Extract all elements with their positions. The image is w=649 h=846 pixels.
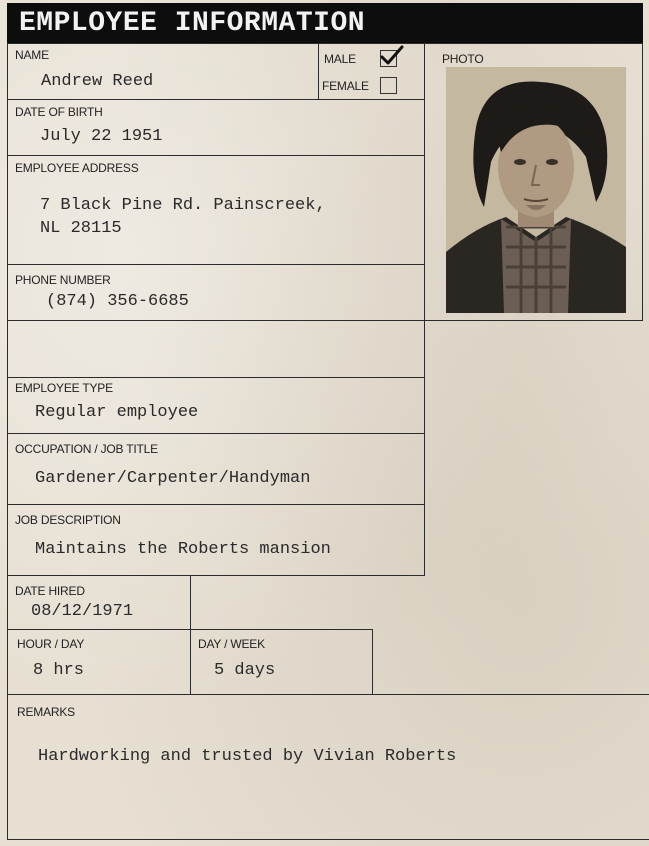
employee-photo xyxy=(446,67,626,313)
male-label: MALE xyxy=(324,52,356,66)
occupation-label: OCCUPATION / JOB TITLE xyxy=(15,442,158,456)
day-week-value: 5 days xyxy=(214,661,276,680)
address-line1: 7 Black Pine Rd. Painscreek, xyxy=(40,196,326,215)
checkmark-icon xyxy=(380,45,404,67)
remarks-label: REMARKS xyxy=(17,705,75,719)
job-description-cell xyxy=(7,504,425,576)
employee-type-value: Regular employee xyxy=(35,403,199,422)
occupation-value: Gardener/Carpenter/Handyman xyxy=(35,469,311,488)
dob-label: DATE OF BIRTH xyxy=(15,105,103,119)
date-hired-label: DATE HIRED xyxy=(15,584,85,598)
female-label: FEMALE xyxy=(322,79,369,93)
name-cell xyxy=(7,43,319,100)
name-label: NAME xyxy=(15,48,49,62)
phone-value: (874) 356-6685 xyxy=(46,292,189,311)
dob-cell xyxy=(7,99,425,156)
form-title: EMPLOYEE INFORMATION xyxy=(7,3,643,44)
blank-cell xyxy=(7,320,425,378)
employee-type-cell xyxy=(7,377,425,434)
female-checkbox[interactable] xyxy=(380,77,397,94)
date-hired-value: 08/12/1971 xyxy=(31,602,134,621)
job-description-label: JOB DESCRIPTION xyxy=(15,513,121,527)
hour-day-label: HOUR / DAY xyxy=(17,637,85,651)
day-week-label: DAY / WEEK xyxy=(198,637,265,651)
gender-cell xyxy=(318,43,425,100)
portrait-icon xyxy=(446,67,626,313)
phone-label: PHONE NUMBER xyxy=(15,273,111,287)
dob-value: July 22 1951 xyxy=(40,127,163,146)
name-value: Andrew Reed xyxy=(41,72,154,91)
remarks-value: Hardworking and trusted by Vivian Roberts xyxy=(38,747,457,766)
phone-cell xyxy=(7,264,425,321)
employee-type-label: EMPLOYEE TYPE xyxy=(15,381,113,395)
hour-day-value: 8 hrs xyxy=(33,661,85,680)
job-description-value: Maintains the Roberts mansion xyxy=(35,540,331,559)
day-week-cell xyxy=(190,629,373,695)
date-hired-cell xyxy=(7,575,191,630)
address-cell xyxy=(7,155,425,265)
male-checkbox[interactable] xyxy=(380,50,397,67)
hour-day-cell xyxy=(7,629,191,695)
address-label: EMPLOYEE ADDRESS xyxy=(15,161,139,175)
address-line2: NL 28115 xyxy=(40,219,122,238)
remarks-cell xyxy=(7,694,649,840)
photo-label: PHOTO xyxy=(442,52,484,66)
occupation-cell xyxy=(7,433,425,505)
